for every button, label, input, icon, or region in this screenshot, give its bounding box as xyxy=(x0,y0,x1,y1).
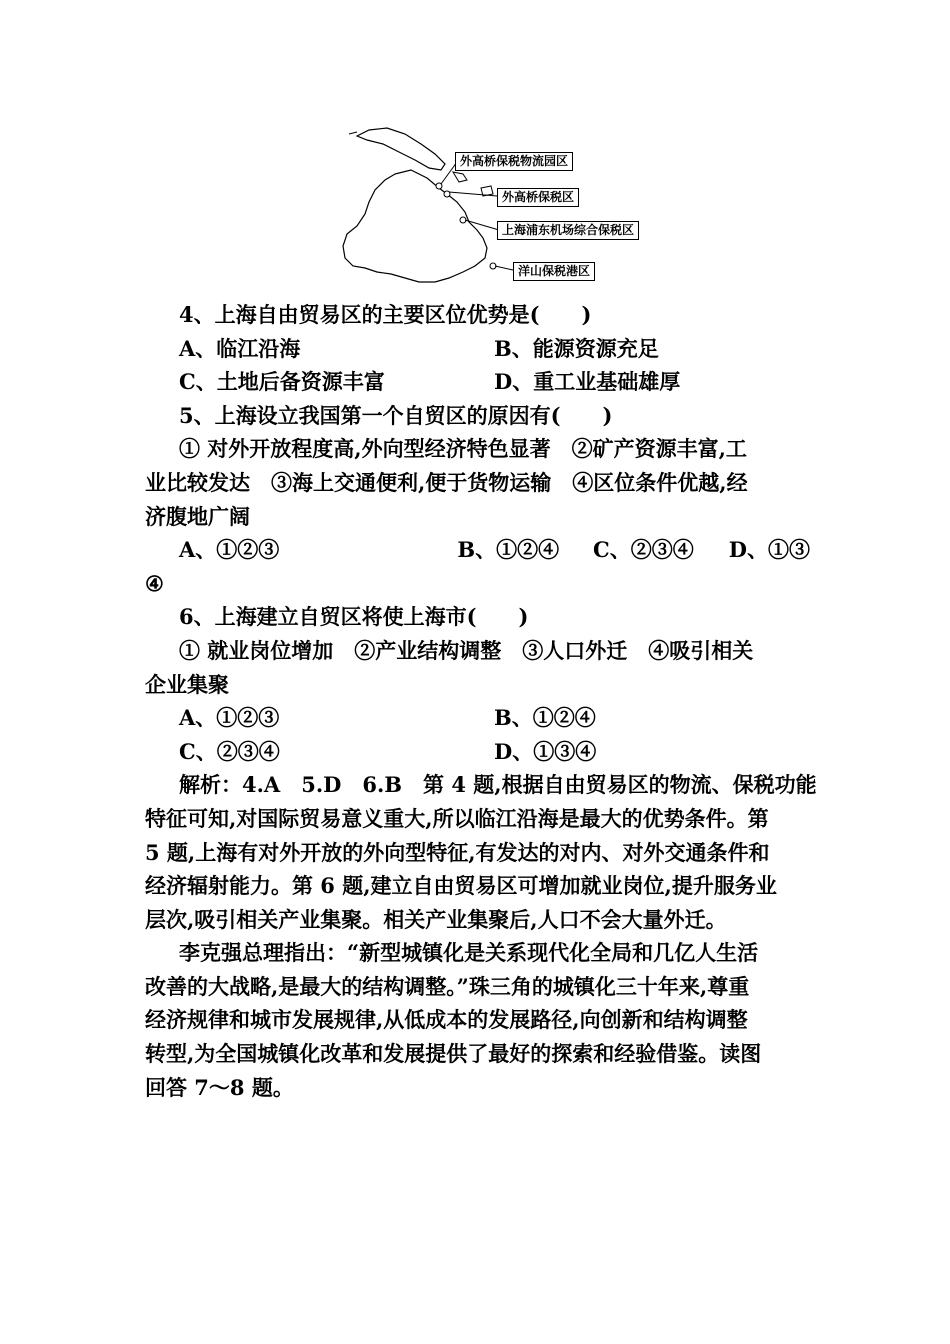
q6-stem: 6、上海建立自贸区将使上海市( ) xyxy=(179,604,529,630)
shanghai-outline-map xyxy=(335,122,655,287)
q4-options-ab xyxy=(145,332,810,366)
q4-stem: 4、上海自由贸易区的主要区位优势是( ) xyxy=(179,302,592,327)
analysis-line: 特征可知,对国际贸易意义重大,所以临江沿海是最大的优势条件。第 xyxy=(145,805,769,831)
intro-line: 改善的大战略,是最大的结构调整。”珠三角的城镇化三十年来,尊重 xyxy=(145,973,750,999)
q5-option-c: C、②③④ xyxy=(593,537,694,563)
q6-option-b: B、①②④ xyxy=(494,705,596,731)
leader-line xyxy=(495,266,513,270)
chongming-island-outline xyxy=(357,128,445,170)
map-label-yangshan-bonded-port: 洋山保税港区 xyxy=(513,262,595,281)
map-label-waigaoqiao-bonded-zone: 外高桥保税区 xyxy=(497,188,579,207)
q4-options-cd xyxy=(145,365,810,399)
q4-option-a: A、临江沿海 xyxy=(179,335,301,361)
shanghai-mainland-outline xyxy=(343,170,487,282)
question-content xyxy=(145,298,817,1104)
intro-line: 经济规律和城市发展规律,从低成本的发展路径,向创新和结构调整 xyxy=(145,1007,748,1033)
map-label-pudong-airport-bonded-zone: 上海浦东机场综合保税区 xyxy=(497,221,639,240)
q4-option-b: B、能源资源充足 xyxy=(494,335,659,361)
q6-options-cd xyxy=(145,735,810,769)
leader-line xyxy=(449,192,497,196)
q5-stem: 5、上海设立我国第一个自贸区的原因有( ) xyxy=(179,402,613,428)
q6-option-a: A、①②③ xyxy=(179,705,280,731)
analysis-line: 经济辐射能力。第 6 题,建立自由贸易区可增加就业岗位,提升服务业 xyxy=(145,873,777,899)
q4-option-c: C、土地后备资源丰富 xyxy=(179,369,385,395)
analysis-line: 层次,吸引相关产业集聚。相关产业集聚后,人口不会大量外迁。 xyxy=(145,906,727,932)
leader-line xyxy=(465,220,499,230)
q6-option-c: C、②③④ xyxy=(179,738,280,764)
q5-statement-line: 济腹地广阔 xyxy=(145,503,250,529)
q6-options-ab xyxy=(145,701,810,735)
q5-statement-line: ① 对外开放程度高,外向型经济特色显著 ②矿产资源丰富,工 xyxy=(179,436,747,462)
coast-mark xyxy=(349,132,357,134)
shanghai-map-figure xyxy=(335,122,655,287)
q5-option-d-continued: ④ xyxy=(145,570,164,596)
map-label-waigaoqiao-logistics-park: 外高桥保税物流园区 xyxy=(455,152,573,171)
q5-option-d: D、①③ xyxy=(728,537,810,563)
q6-statement-line: 企业集聚 xyxy=(145,671,229,697)
q5-option-b: B、①②④ xyxy=(457,537,560,563)
intro-line: 李克强总理指出：“新型城镇化是关系现代化全局和几亿人生活 xyxy=(179,940,759,966)
q6-statement-line: ① 就业岗位增加 ②产业结构调整 ③人口外迁 ④吸引相关 xyxy=(179,637,754,663)
q5-option-a: A、①②③ xyxy=(179,537,280,563)
analysis-line: 5 题,上海有对外开放的外向型特征,有发达的对内、对外交通条件和 xyxy=(145,839,770,865)
island-outline xyxy=(453,172,467,182)
q6-option-d: D、①③④ xyxy=(494,738,597,764)
intro-line: 回答 7～8 题。 xyxy=(145,1074,294,1100)
q5-options xyxy=(145,533,810,567)
intro-line: 转型,为全国城镇化改革和发展提供了最好的探索和经验借鉴。读图 xyxy=(145,1041,762,1067)
q5-statement-line: 业比较发达 ③海上交通便利,便于货物运输 ④区位条件优越,经 xyxy=(145,469,748,495)
analysis-line: 解析：4.A 5.D 6.B 第 4 题,根据自由贸易区的物流、保税功能 xyxy=(179,772,817,798)
q4-option-d: D、重工业基础雄厚 xyxy=(494,369,681,395)
